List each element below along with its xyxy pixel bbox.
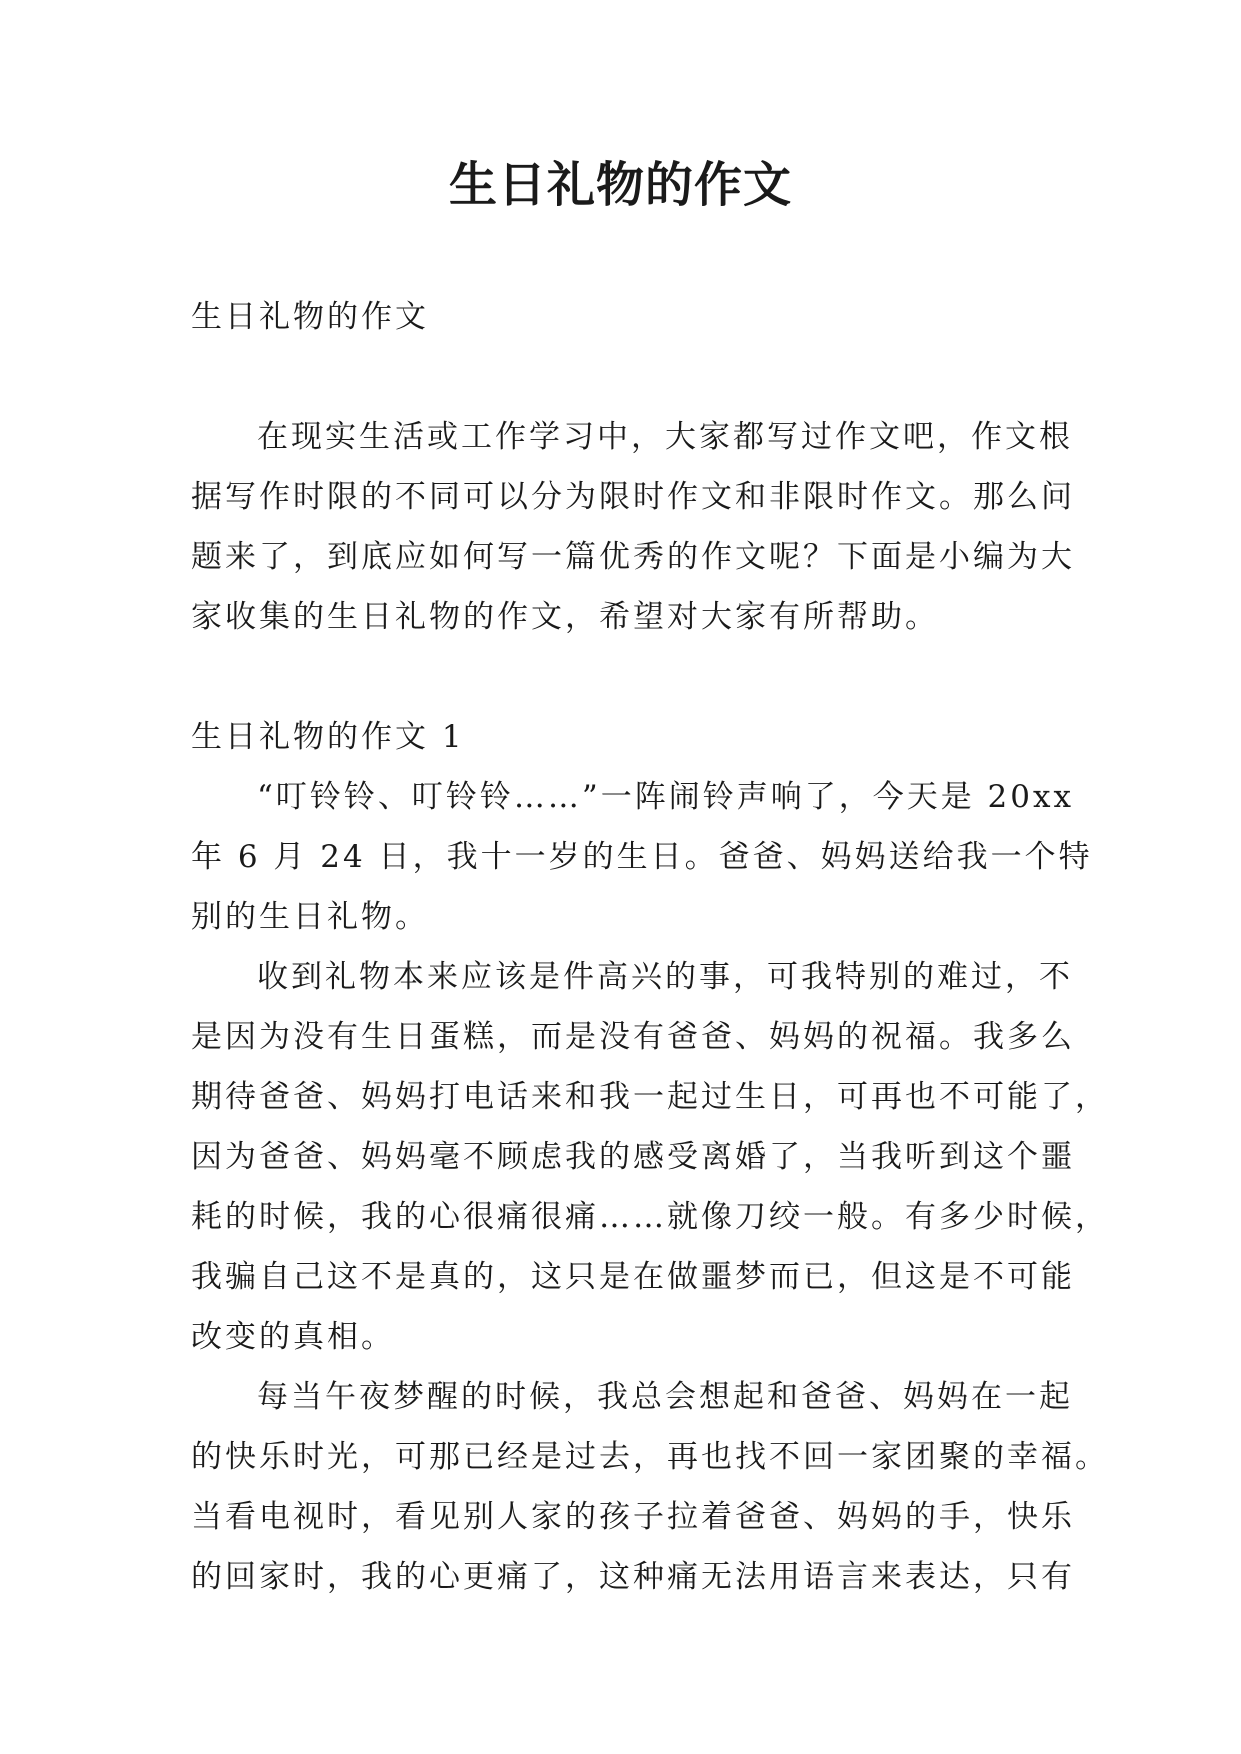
text-line: 期待爸爸、妈妈打电话来和我一起过生日，可再也不可能了， — [191, 1079, 1109, 1115]
document-body — [191, 287, 1109, 1607]
text-line: 耗的时候，我的心很痛很痛……就像刀绞一般。有多少时候， — [191, 1199, 1109, 1235]
document-subtitle: 生日礼物的作文 — [191, 299, 429, 335]
text-line: 当看电视时，看见别人家的孩子拉着爸爸、妈妈的手，快乐 — [191, 1499, 1075, 1535]
text-line: 的回家时，我的心更痛了，这种痛无法用语言来表达，只有 — [191, 1559, 1075, 1595]
text-line: 改变的真相。 — [191, 1319, 395, 1355]
text-line: 是因为没有生日蛋糕，而是没有爸爸、妈妈的祝福。我多么 — [191, 1019, 1075, 1055]
text-line: 据写作时限的不同可以分为限时作文和非限时作文。那么问 — [191, 479, 1075, 515]
page-title: 生日礼物的作文 — [448, 157, 792, 213]
text-line: 家收集的生日礼物的作文，希望对大家有所帮助。 — [191, 599, 939, 635]
text-line: 题来了，到底应如何写一篇优秀的作文呢？下面是小编为大 — [191, 539, 1075, 575]
spacer — [191, 647, 1049, 707]
text-line: 在现实生活或工作学习中，大家都写过作文吧，作文根 — [257, 419, 1073, 455]
text-line: 因为爸爸、妈妈毫不顾虑我的感受离婚了，当我听到这个噩 — [191, 1139, 1075, 1175]
section-heading: 生日礼物的作文 1 — [191, 719, 465, 755]
spacer — [191, 347, 1049, 407]
text-line: 我骗自己这不是真的，这只是在做噩梦而已，但这是不可能 — [191, 1259, 1075, 1295]
paragraph-3 — [191, 1367, 1109, 1607]
paragraph-1 — [191, 767, 1093, 947]
text-line: 别的生日礼物。 — [191, 899, 429, 935]
text-line: 的快乐时光，可那已经是过去，再也找不回一家团聚的幸福。 — [191, 1439, 1109, 1475]
intro-paragraph — [191, 407, 1075, 647]
text-line: “叮铃铃、叮铃铃……”一阵闹铃声响了，今天是 20xx — [257, 779, 1074, 815]
text-line: 收到礼物本来应该是件高兴的事，可我特别的难过，不 — [257, 959, 1073, 995]
paragraph-2 — [191, 947, 1109, 1367]
text-line: 每当午夜梦醒的时候，我总会想起和爸爸、妈妈在一起 — [257, 1379, 1073, 1415]
text-line: 年 6 月 24 日，我十一岁的生日。爸爸、妈妈送给我一个特 — [191, 839, 1093, 875]
